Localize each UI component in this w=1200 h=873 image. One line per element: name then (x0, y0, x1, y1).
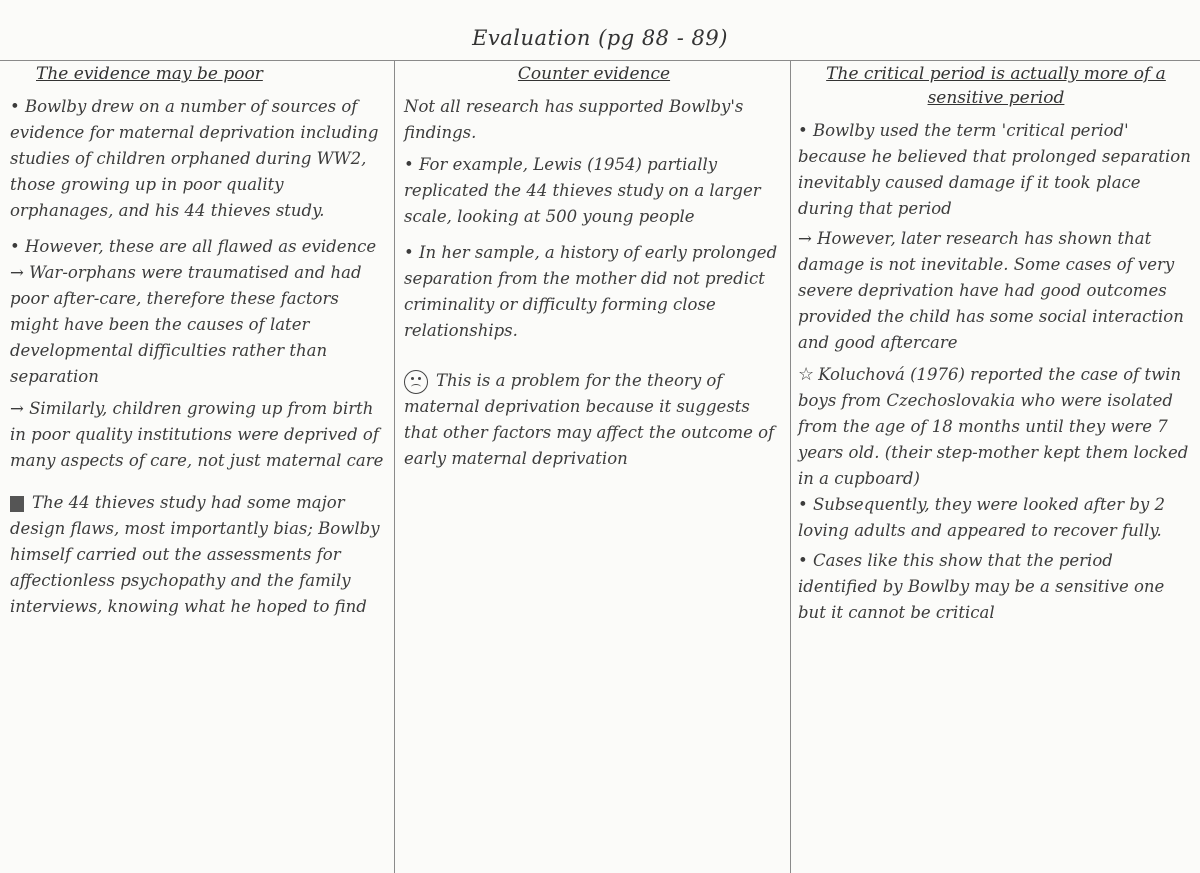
paragraph-with-marker (10, 490, 390, 620)
paragraph: • However, these are all flawed as evidence (10, 237, 377, 256)
paragraph: Not all research has supported Bowlby's findings. (404, 97, 744, 142)
paragraph: → Similarly, children growing up from birth in poor quality institutions were deprived of many aspects of care, not just maternal care (10, 399, 384, 470)
paragraph: → War-orphans were traumatised and had poor after-care, therefore these factors might have been the causes of later developmental difficulties rather than separation (10, 263, 362, 386)
paragraph: → However, later research has shown that damage is not inevitable. Some cases of very severe deprivation have had good outcomes provided the child has some social interaction and good aftercare (798, 229, 1184, 352)
sad-face-icon (404, 370, 428, 394)
column-heading-line1: The critical period is actually more of a (826, 64, 1166, 84)
paragraph: • Bowlby used the term 'critical period' because he believed that prolonged separation inevitably caused damage if it took place during that period (798, 121, 1191, 218)
column-heading (798, 62, 1194, 110)
paragraph-text: Koluchová (1976) reported the case of twin boys from Czechoslovakia who were isolated from the age of 18 months until they were 7 years old. (their step-mother kept them locked in a cupboard) (798, 365, 1189, 488)
column-counter-evidence (404, 60, 784, 873)
paragraph: • Subsequently, they were looked after by 2 loving adults and appeared to recover fully. (798, 495, 1165, 540)
column-divider-1 (394, 60, 395, 873)
paragraph: • Bowlby drew on a number of sources of evidence for maternal deprivation including studies of children orphaned during WW2, those growing up in poor quality orphanages, and his 44 thieves study. (10, 97, 379, 220)
column-evidence-poor (10, 60, 390, 873)
paragraph-text: The 44 thieves study had some major design flaws, most importantly bias; Bowlby himself carried out the assessments for affectionless psychopathy and the family interviews, knowing what he hoped to find (10, 493, 380, 616)
paragraph: • For example, Lewis (1954) partially replicated the 44 thieves study on a larger scale, looking at 500 young people (404, 155, 761, 226)
page-title: Evaluation (pg 88 - 89) (472, 26, 728, 50)
column-heading: Counter evidence (517, 64, 671, 84)
paragraph: • In her sample, a history of early prolonged separation from the mother did not predict criminality or difficulty forming close relationships. (404, 243, 778, 340)
column-divider-2 (790, 60, 791, 873)
column-heading: The evidence may be poor (36, 64, 263, 84)
paragraph-text: This is a problem for the theory of maternal deprivation because it suggests that other factors may affect the outcome of early maternal deprivation (404, 371, 775, 468)
square-marker-icon (10, 496, 24, 512)
column-critical-period (798, 60, 1194, 873)
paragraph: • Cases like this show that the period identified by Bowlby may be a sensitive one but it cannot be critical (798, 551, 1165, 622)
paragraph-with-marker (404, 368, 784, 472)
star-marker-icon: ☆ (798, 364, 815, 385)
paragraph-with-marker (798, 362, 1194, 492)
column-heading-line2: sensitive period (927, 88, 1065, 108)
